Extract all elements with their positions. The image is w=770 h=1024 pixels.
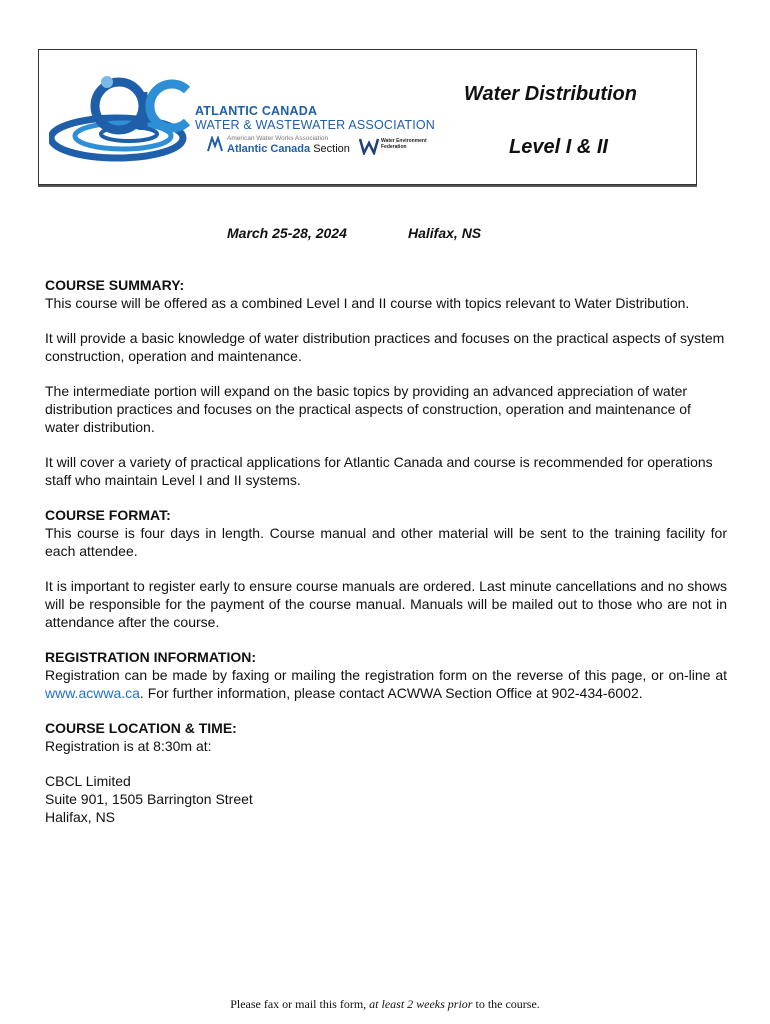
event-date: March 25-28, 2024 [227, 225, 347, 241]
summary-p4: It will cover a variety of practical applications for Atlantic Canada and course is recommended for operations staff who maintain Level I and II systems. [45, 454, 713, 488]
format-section [45, 506, 727, 560]
footer-before: Please fax or mail this form, [230, 997, 370, 1011]
section-name-bold: Atlantic Canada [227, 143, 311, 155]
summary-p1: This course will be offered as a combined Level I and II course with topics relevant to Water Distribution. [45, 295, 690, 311]
location-time: Registration is at 8:30m at: [45, 738, 212, 754]
course-title: Water Distribution [464, 83, 637, 105]
org-name-line2: WATER & WASTEWATER ASSOCIATION [195, 118, 436, 132]
awwa-text: American Water Works Association [227, 135, 329, 142]
format-p1: This course is four days in length. Course manual and other material will be sent to the training facility for each attendee. [45, 525, 727, 559]
location-section [45, 719, 727, 755]
registration-heading: REGISTRATION INFORMATION: [45, 649, 257, 665]
venue-line1: CBCL Limited [45, 773, 131, 789]
venue-line3: Halifax, NS [45, 809, 116, 825]
section-name [227, 143, 350, 155]
summary-heading: COURSE SUMMARY: [45, 277, 185, 293]
wef-icon [359, 137, 379, 155]
awwa-icon [207, 136, 223, 152]
document-body [45, 276, 727, 843]
venue-address [45, 772, 727, 826]
footer-emphasis: at least 2 weeks prior [369, 997, 473, 1011]
format-heading: COURSE FORMAT: [45, 507, 171, 523]
summary-p3: The intermediate portion will expand on the basic topics by providing an advanced appreciation of water distribution practices and focuses on the practical aspects of construction, operation and maintenance of water distribution. [45, 383, 691, 435]
format-p2: It is important to register early to ensure course manuals are ordered. Last minute cancellations and no shows will be responsible for the payment of the course manual. Manuals will be mailed out to those who are not in attendance after the course. [45, 578, 727, 630]
venue-line2: Suite 901, 1505 Barrington Street [45, 791, 253, 807]
footer-note [0, 997, 770, 1012]
footer-after: to the course. [472, 997, 540, 1011]
acwwa-website-link[interactable]: www.acwwa.ca [45, 685, 140, 701]
summary-p2: It will provide a basic knowledge of water distribution practices and focuses on the practical aspects of system construction, operation and maintenance. [45, 330, 725, 364]
registration-text-after: . For further information, please contact ACWWA Section Office at 902-434-6002. [139, 685, 643, 701]
acwwa-swirl-logo-icon [49, 68, 199, 168]
acwwa-logo [49, 68, 449, 168]
location-heading: COURSE LOCATION & TIME: [45, 720, 237, 736]
summary-section [45, 276, 727, 312]
registration-section [45, 648, 727, 702]
section-suffix: Section [313, 143, 350, 155]
header-box [38, 49, 697, 185]
org-name-line1: ATLANTIC CANADA [195, 104, 318, 118]
registration-text-before: Registration can be made by faxing or mailing the registration form on the reverse of this page, or on-line at [45, 667, 727, 683]
course-level: Level I & II [509, 136, 608, 158]
wef-text: Water Environment Federation [381, 138, 427, 150]
event-location: Halifax, NS [408, 225, 482, 241]
